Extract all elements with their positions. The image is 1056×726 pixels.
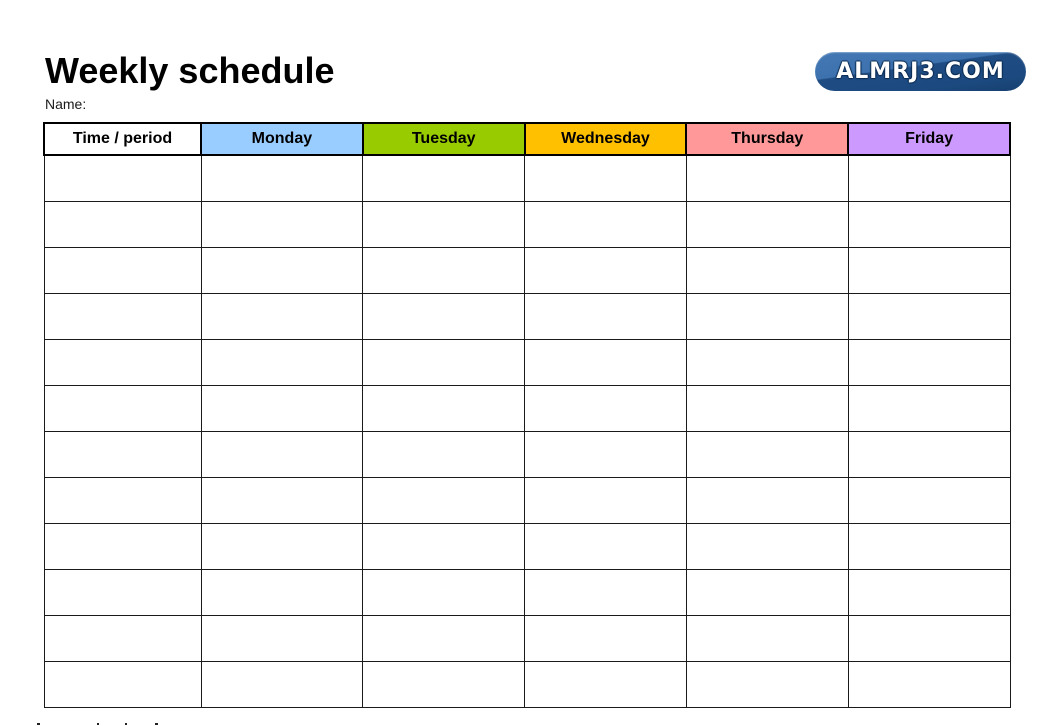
schedule-cell bbox=[201, 339, 363, 385]
schedule-cell bbox=[363, 615, 525, 661]
schedule-cell bbox=[686, 247, 848, 293]
column-header-friday: Friday bbox=[848, 123, 1010, 155]
schedule-row bbox=[44, 477, 1010, 523]
schedule-cell bbox=[848, 523, 1010, 569]
schedule-cell bbox=[201, 431, 363, 477]
schedule-cell bbox=[848, 569, 1010, 615]
time-period-cell bbox=[44, 155, 201, 201]
schedule-cell bbox=[363, 431, 525, 477]
schedule-cell bbox=[686, 477, 848, 523]
column-header-tuesday: Tuesday bbox=[363, 123, 525, 155]
schedule-cell bbox=[201, 615, 363, 661]
schedule-row bbox=[44, 661, 1010, 707]
time-period-cell bbox=[44, 615, 201, 661]
schedule-cell bbox=[848, 477, 1010, 523]
table-header-row bbox=[44, 123, 1010, 155]
schedule-cell bbox=[525, 293, 687, 339]
schedule-cell bbox=[848, 339, 1010, 385]
logo-text: ALMRJ3.COM bbox=[836, 59, 1005, 84]
schedule-cell bbox=[363, 477, 525, 523]
schedule-cell bbox=[363, 569, 525, 615]
schedule-cell bbox=[848, 661, 1010, 707]
schedule-cell bbox=[525, 339, 687, 385]
time-period-cell bbox=[44, 523, 201, 569]
schedule-row bbox=[44, 293, 1010, 339]
time-period-cell bbox=[44, 385, 201, 431]
schedule-cell bbox=[363, 155, 525, 201]
weekly-schedule-table bbox=[43, 122, 1011, 708]
schedule-cell bbox=[525, 661, 687, 707]
schedule-cell bbox=[201, 477, 363, 523]
schedule-cell bbox=[686, 339, 848, 385]
schedule-row bbox=[44, 569, 1010, 615]
time-period-cell bbox=[44, 247, 201, 293]
schedule-cell bbox=[686, 201, 848, 247]
schedule-cell bbox=[686, 155, 848, 201]
page-title: Weekly schedule bbox=[45, 50, 335, 91]
name-label: Name: bbox=[45, 96, 87, 112]
time-period-cell bbox=[44, 431, 201, 477]
schedule-cell bbox=[363, 201, 525, 247]
almrj3-logo bbox=[815, 52, 1026, 91]
schedule-cell bbox=[201, 201, 363, 247]
schedule-cell bbox=[201, 385, 363, 431]
schedule-cell bbox=[363, 523, 525, 569]
schedule-cell bbox=[363, 247, 525, 293]
column-header-thursday: Thursday bbox=[686, 123, 848, 155]
schedule-cell bbox=[848, 293, 1010, 339]
schedule-cell bbox=[848, 431, 1010, 477]
column-header-wednesday: Wednesday bbox=[525, 123, 687, 155]
schedule-cell bbox=[686, 615, 848, 661]
schedule-cell bbox=[201, 523, 363, 569]
time-period-cell bbox=[44, 477, 201, 523]
time-period-cell bbox=[44, 661, 201, 707]
schedule-row bbox=[44, 247, 1010, 293]
schedule-cell bbox=[848, 385, 1010, 431]
schedule-cell bbox=[525, 155, 687, 201]
schedule-cell bbox=[525, 523, 687, 569]
schedule-row bbox=[44, 385, 1010, 431]
schedule-cell bbox=[363, 661, 525, 707]
schedule-cell bbox=[201, 247, 363, 293]
schedule-cell bbox=[525, 569, 687, 615]
schedule-cell bbox=[848, 155, 1010, 201]
schedule-cell bbox=[363, 385, 525, 431]
column-header-monday: Monday bbox=[201, 123, 363, 155]
schedule-row bbox=[44, 615, 1010, 661]
schedule-cell bbox=[201, 569, 363, 615]
schedule-cell bbox=[201, 661, 363, 707]
column-header-time-period: Time / period bbox=[44, 123, 201, 155]
schedule-cell bbox=[686, 661, 848, 707]
schedule-row bbox=[44, 523, 1010, 569]
schedule-cell bbox=[525, 477, 687, 523]
time-period-cell bbox=[44, 201, 201, 247]
schedule-cell bbox=[363, 339, 525, 385]
schedule-row bbox=[44, 201, 1010, 247]
schedule-row bbox=[44, 155, 1010, 201]
schedule-cell bbox=[686, 385, 848, 431]
schedule-cell bbox=[525, 431, 687, 477]
time-period-cell bbox=[44, 293, 201, 339]
schedule-cell bbox=[848, 247, 1010, 293]
schedule-cell bbox=[201, 155, 363, 201]
schedule-row bbox=[44, 339, 1010, 385]
schedule-cell bbox=[525, 201, 687, 247]
time-period-cell bbox=[44, 569, 201, 615]
schedule-cell bbox=[848, 615, 1010, 661]
schedule-cell bbox=[686, 569, 848, 615]
schedule-cell bbox=[686, 431, 848, 477]
schedule-cell bbox=[525, 385, 687, 431]
schedule-cell bbox=[848, 201, 1010, 247]
schedule-cell bbox=[363, 293, 525, 339]
time-period-cell bbox=[44, 339, 201, 385]
schedule-cell bbox=[201, 293, 363, 339]
schedule-cell bbox=[525, 247, 687, 293]
schedule-cell bbox=[525, 615, 687, 661]
clipped-footer-text bbox=[37, 721, 207, 726]
schedule-cell bbox=[686, 293, 848, 339]
schedule-cell bbox=[686, 523, 848, 569]
schedule-row bbox=[44, 431, 1010, 477]
